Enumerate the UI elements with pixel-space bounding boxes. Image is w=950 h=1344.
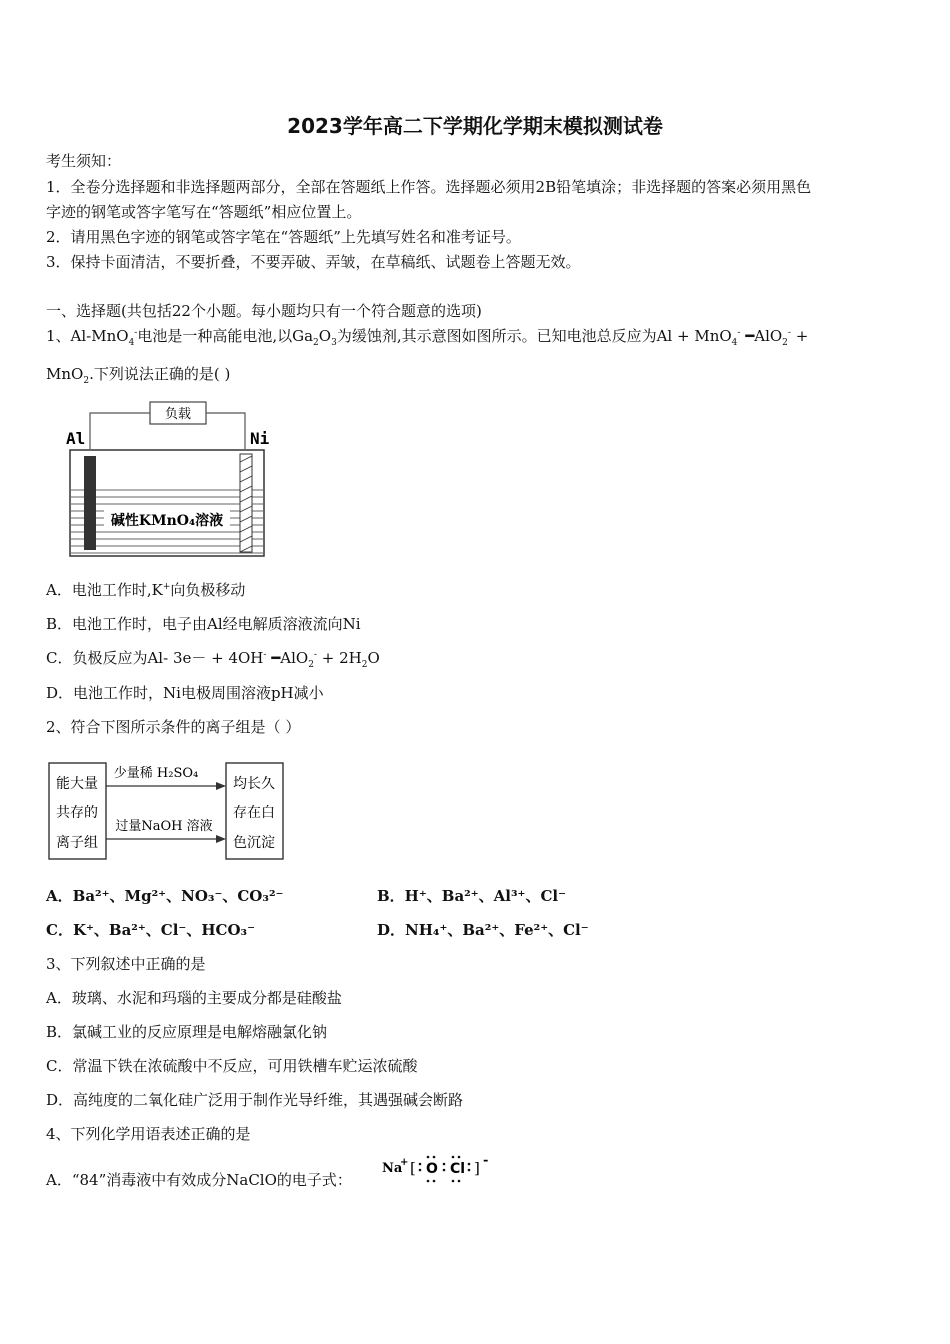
arrow-2-head: [216, 835, 226, 843]
page-title: 2023学年高二下学期化学期末模拟测试卷: [287, 114, 663, 138]
q2-option-d: D．NH₄⁺、Ba²⁺、Fe²⁺、Cl⁻: [377, 921, 589, 939]
notice-heading: 考生须知：: [46, 152, 122, 170]
q3-option-c: C．常温下铁在浓硫酸中不反应，可用铁槽车贮运浓硫酸: [46, 1057, 418, 1075]
al-electrode: [84, 456, 96, 550]
q1-stem-line2: MnO$_2$.下列说法正确的是( ): [46, 365, 231, 386]
right-line-3: 色沉淀: [233, 835, 275, 851]
notice-line-2: 字迹的钢笔或答字笔写在“答题纸”相应位置上。: [46, 203, 362, 221]
oxygen-symbol: O: [426, 1161, 438, 1177]
q3-stem: 3、下列叙述中正确的是: [46, 955, 206, 973]
left-line-2: 共存的: [56, 805, 98, 821]
q1-option-b: B．电池工作时，电子由Al经电解质溶液流向Ni: [46, 615, 361, 633]
q2-option-b: B．H⁺、Ba²⁺、Al³⁺、Cl⁻: [377, 887, 567, 905]
load-label: 负载: [164, 407, 192, 422]
q1-stem-line1: 1、Al-MnO$_4$-电池是一种高能电池,以$Ga_2O_3$为缓蚀剂,其示意图如图所示。已知电池总反应为Al + MnO$_4$- ━AlO$_2$- +: [46, 327, 809, 348]
arrow-1-head: [216, 782, 226, 790]
na-charge: +: [400, 1157, 409, 1168]
q2-option-c: C．K⁺、Ba²⁺、Cl⁻、HCO₃⁻: [46, 921, 255, 939]
q2-option-a: A．Ba²⁺、Mg²⁺、NO₃⁻、CO₃²⁻: [46, 887, 284, 905]
q4-stem: 4、下列化学用语表述正确的是: [46, 1125, 251, 1143]
chlorine-symbol: Cl: [450, 1161, 466, 1177]
solution-label: 碱性KMnO₄溶液: [110, 513, 224, 529]
naclo-electron-formula: [380, 1152, 495, 1188]
notice-line-3: 2．请用黑色字迹的钢笔或答字笔在“答题纸”上先填写姓名和准考证号。: [46, 228, 521, 246]
q1-option-c: C．负极反应为Al- 3e－ + 4OH- ━AlO$_2$- + $2H_2O$: [46, 649, 380, 670]
q3-option-d: D．高纯度的二氧化硅广泛用于制作光导纤维，其遇强碱会断路: [46, 1091, 464, 1109]
anion-charge: -: [483, 1153, 489, 1168]
notice-line-1: 1．全卷分选择题和非选择题两部分，全部在答题纸上作答。选择题必须用2B铅笔填涂；非选择题的答案必须用黑色: [46, 178, 812, 196]
left-line-1: 能大量: [56, 776, 98, 792]
left-bracket: [: [410, 1159, 416, 1177]
battery-diagram: [60, 394, 280, 564]
q2-stem: 2、符合下图所示条件的离子组是（ ）: [46, 718, 301, 736]
arrow-2-label: 过量NaOH 溶液: [115, 819, 213, 834]
q3-option-a: A．玻璃、水泥和玛瑙的主要成分都是硅酸盐: [46, 989, 342, 1007]
right-bracket: ]: [474, 1159, 480, 1177]
na-symbol: Na: [382, 1161, 403, 1176]
ni-label: Ni: [250, 429, 270, 448]
section-heading: 一、选择题(共包括22个小题。每小题均只有一个符合题意的选项): [46, 302, 482, 320]
ion-flow-diagram: [46, 760, 291, 864]
q3-option-b: B．氯碱工业的反应原理是电解熔融氯化钠: [46, 1023, 328, 1041]
q1-option-a: A．电池工作时,K+向负极移动: [46, 581, 246, 599]
q1-option-d: D．电池工作时，Ni电极周围溶液pH减小: [46, 684, 324, 702]
arrow-1-label: 少量稀 H₂SO₄: [113, 766, 199, 781]
right-line-2: 存在白: [233, 805, 275, 821]
notice-line-4: 3．保持卡面清洁，不要折叠，不要弄破、弄皱，在草稿纸、试题卷上答题无效。: [46, 253, 581, 271]
left-line-3: 离子组: [56, 835, 98, 851]
q4-option-a: A．“84”消毒液中有效成分NaClO的电子式：: [46, 1171, 352, 1189]
right-line-1: 均长久: [233, 776, 275, 792]
container: [70, 450, 264, 556]
al-label: Al: [66, 429, 86, 448]
